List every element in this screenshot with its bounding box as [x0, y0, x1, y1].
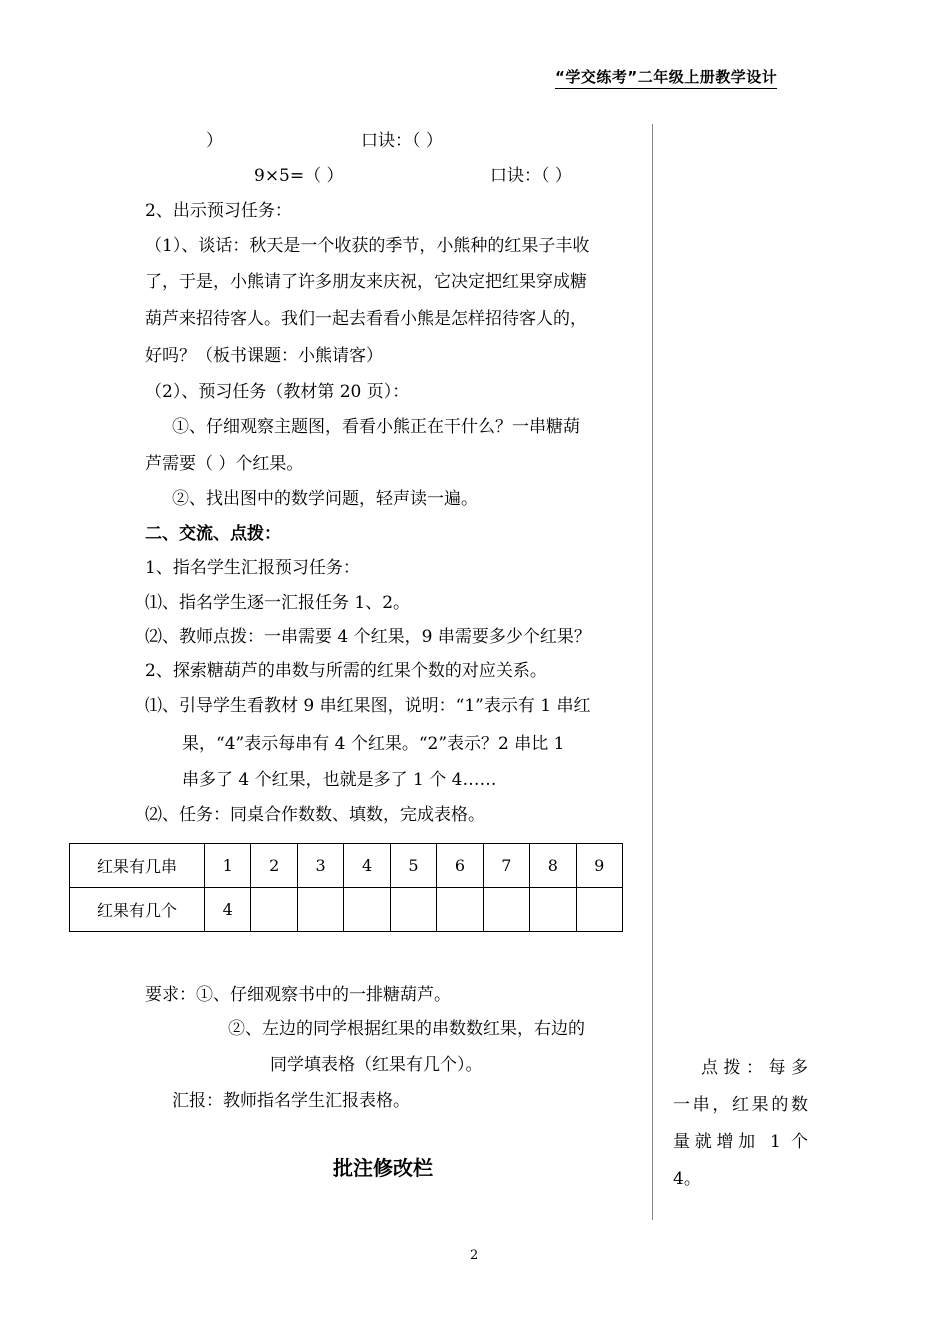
- count-cell: 2: [251, 844, 297, 888]
- body-line: ⑴、引导学生看教材 9 串红果图，说明：“1”表示有 1 串红: [145, 696, 591, 716]
- section-heading: 二、交流、点拨：: [145, 524, 281, 544]
- row-label-value: 红果有几个: [70, 888, 205, 932]
- body-line: 好吗？（板书课题：小熊请客）: [145, 346, 383, 366]
- body-line: ⑴、指名学生逐一汇报任务 1、2。: [145, 593, 411, 613]
- side-note-line: 4。: [673, 1169, 701, 1189]
- body-line: 2、探索糖葫芦的串数与所需的红果个数的对应关系。: [145, 661, 547, 681]
- formula-line-2-left: 9×5=（ ）: [254, 166, 344, 186]
- count-cell: 7: [483, 844, 529, 888]
- body-line: 2、出示预习任务：: [145, 201, 292, 221]
- body-line: 果，“4”表示每串有 4 个红果。“2”表示？2 串比 1: [182, 734, 565, 754]
- value-cell: [297, 888, 343, 932]
- value-cell: 4: [205, 888, 251, 932]
- side-note-line: 一串，红果的数: [673, 1095, 808, 1115]
- body-line: （1）、谈话：秋天是一个收获的季节，小熊种的红果子丰收: [145, 236, 590, 256]
- count-cell: 8: [530, 844, 576, 888]
- page-number: 2: [470, 1248, 479, 1263]
- side-note-line: 点拨：每多: [701, 1058, 808, 1078]
- row-label-count: 红果有几串: [70, 844, 205, 888]
- formula-line-1-left: ）: [206, 131, 223, 151]
- table-row-value: [70, 888, 623, 932]
- body-line: ⑵、任务：同桌合作数数、填数，完成表格。: [145, 805, 485, 825]
- red-fruit-table: [69, 843, 623, 932]
- value-cell: [390, 888, 436, 932]
- value-cell: [437, 888, 483, 932]
- body-line: 1、指名学生汇报预习任务：: [145, 558, 360, 578]
- header-title: “学交练考”二年级上册教学设计: [555, 66, 777, 89]
- count-cell: 5: [390, 844, 436, 888]
- body-line: （2）、预习任务（教材第 20 页）：: [145, 382, 410, 402]
- requirement-line: ②、左边的同学根据红果的串数数红果，右边的: [228, 1019, 585, 1039]
- body-line: 葫芦来招待客人。我们一起去看看小熊是怎样招待客人的，: [145, 309, 587, 329]
- value-cell: [483, 888, 529, 932]
- value-cell: [576, 888, 623, 932]
- count-cell: 4: [344, 844, 390, 888]
- body-line: 芦需要（ ）个红果。: [145, 454, 304, 474]
- requirement-line: 要求：①、仔细观察书中的一排糖葫芦。: [145, 985, 451, 1005]
- value-cell: [344, 888, 390, 932]
- body-line: 了，于是，小熊请了许多朋友来庆祝，它决定把红果穿成糖: [145, 272, 587, 292]
- body-line: ⑵、教师点拨：一串需要 4 个红果，9 串需要多少个红果？: [145, 627, 591, 647]
- count-cell: 3: [297, 844, 343, 888]
- value-cell: [251, 888, 297, 932]
- requirement-line: 同学填表格（红果有几个）。: [270, 1055, 483, 1075]
- side-note-line: 量就增加 1 个: [673, 1132, 808, 1152]
- table-row-count: [70, 844, 623, 888]
- report-line: 汇报：教师指名学生汇报表格。: [172, 1091, 410, 1111]
- body-line: 串多了 4 个红果，也就是多了 1 个 4……: [182, 770, 497, 790]
- formula-line-2-right: 口诀：（ ）: [490, 166, 572, 186]
- count-cell: 1: [205, 844, 251, 888]
- annotation-divider: [652, 124, 653, 1220]
- formula-line-1-right: 口诀：（ ）: [361, 131, 443, 151]
- side-note: [673, 1050, 808, 1198]
- body-line: ②、找出图中的数学问题，轻声读一遍。: [172, 489, 478, 509]
- value-cell: [530, 888, 576, 932]
- count-cell: 6: [437, 844, 483, 888]
- body-line: ①、仔细观察主题图，看看小熊正在干什么？一串糖葫: [172, 417, 580, 437]
- annotation-title: 批注修改栏: [333, 1156, 433, 1180]
- count-cell: 9: [576, 844, 623, 888]
